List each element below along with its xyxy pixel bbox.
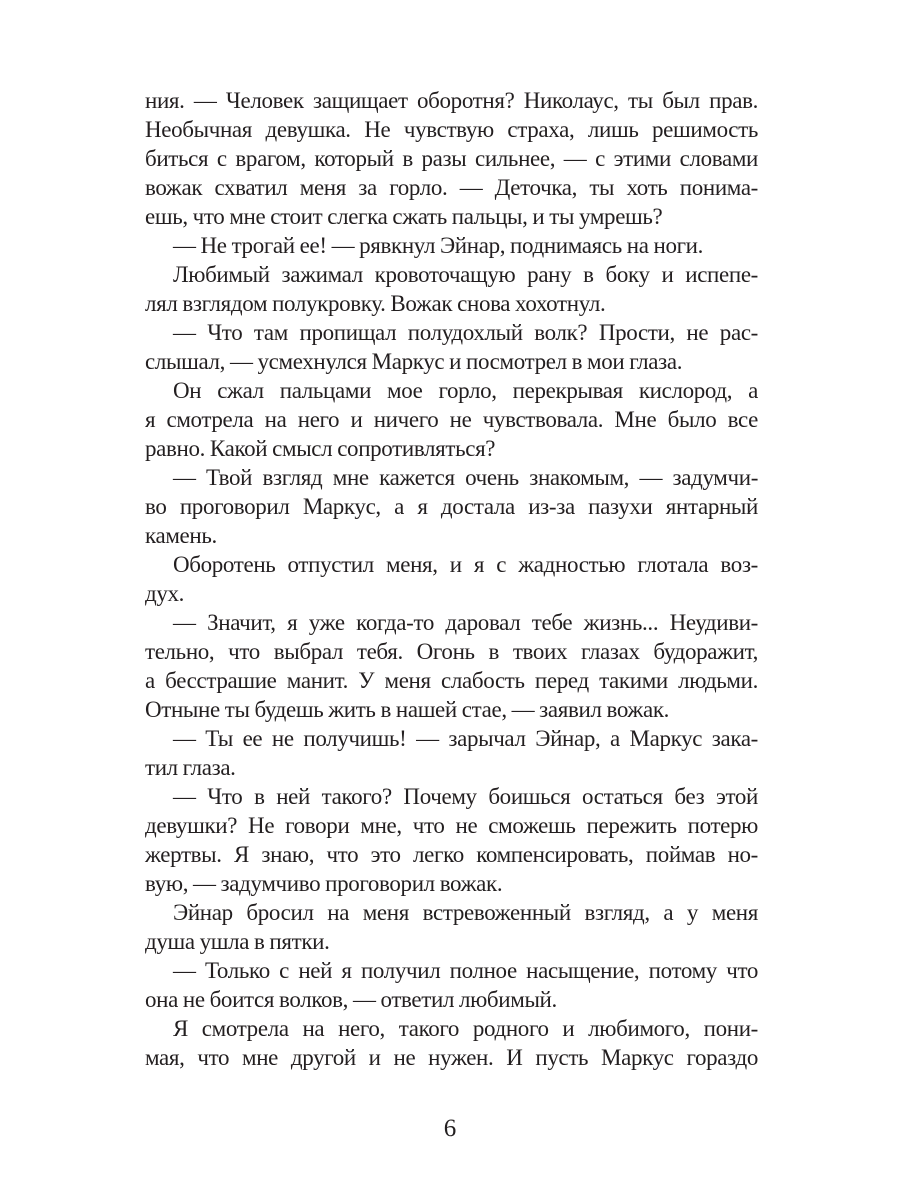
text-line: дух. xyxy=(145,581,185,606)
text-line: Отныне ты будешь жить в нашей стае, — заявил вожак. xyxy=(145,697,670,722)
text-line: Любимый зажимал кровоточащую рану в боку и испепе- xyxy=(173,262,758,287)
text-line: — Не трогай ее! — рявкнул Эйнар, поднимаясь на ноги. xyxy=(173,233,704,258)
text-line: вую, — задумчиво проговорил вожак. xyxy=(145,871,503,896)
text-line: тил глаза. xyxy=(145,755,236,780)
text-line: мая, что мне другой и не нужен. И пусть Маркус гораздо xyxy=(145,1045,758,1070)
text-line: — Что в ней такого? Почему боишься остаться без этой xyxy=(173,784,758,809)
text-line: Я смотрела на него, такого родного и любимого, пони- xyxy=(173,1016,758,1041)
text-line: биться с врагом, который в разы сильнее, — с этими словами xyxy=(145,146,758,171)
page-body-text xyxy=(145,86,758,1072)
text-line: лял взглядом полукровку. Вожак снова хохотнул. xyxy=(145,291,606,316)
text-line: во проговорил Маркус, а я достала из-за пазухи янтарный xyxy=(145,494,758,519)
text-line: она не боится волков, — ответил любимый. xyxy=(145,987,557,1012)
text-line: слышал, — усмехнулся Маркус и посмотрел в мои глаза. xyxy=(145,349,683,374)
text-line: Необычная девушка. Не чувствую страха, лишь решимость xyxy=(145,117,758,142)
text-line: тельно, что выбрал тебя. Огонь в твоих глазах будоражит, xyxy=(145,639,758,664)
text-line: ния. — Человек защищает оборотня? Николаус, ты был прав. xyxy=(145,88,758,113)
text-line: душа ушла в пятки. xyxy=(145,929,330,954)
page-number: 6 xyxy=(443,1115,457,1142)
text-line: Эйнар бросил на меня встревоженный взгляд, а у меня xyxy=(173,900,758,925)
text-line: — Твой взгляд мне кажется очень знакомым, — задумчи- xyxy=(173,465,758,490)
text-line: — Значит, я уже когда-то даровал тебе жизнь... Неудиви- xyxy=(173,610,758,635)
text-line: я смотрела на него и ничего не чувствовала. Мне было все xyxy=(145,407,758,432)
text-line: — Что там пропищал полудохлый волк? Прости, не рас- xyxy=(173,320,758,345)
text-line: вожак схватил меня за горло. — Деточка, ты хоть понима- xyxy=(145,175,758,200)
text-line: жертвы. Я знаю, что это легко компенсировать, поймав но- xyxy=(145,842,758,867)
text-line: девушки? Не говори мне, что не сможешь пережить потерю xyxy=(145,813,758,838)
text-line: Оборотень отпустил меня, и я с жадностью глотала воз- xyxy=(173,552,758,577)
text-line: — Ты ее не получишь! — зарычал Эйнар, а Маркус зака- xyxy=(173,726,758,751)
text-line: а бесстрашие манит. У меня слабость перед такими людьми. xyxy=(145,668,758,693)
text-line: ешь, что мне стоит слегка сжать пальцы, и ты умрешь? xyxy=(145,204,663,229)
text-line: — Только с ней я получил полное насыщение, потому что xyxy=(173,958,758,983)
text-line: камень. xyxy=(145,523,217,548)
text-line: Он сжал пальцами мое горло, перекрывая кислород, а xyxy=(173,378,758,403)
text-line: равно. Какой смысл сопротивляться? xyxy=(145,436,496,461)
